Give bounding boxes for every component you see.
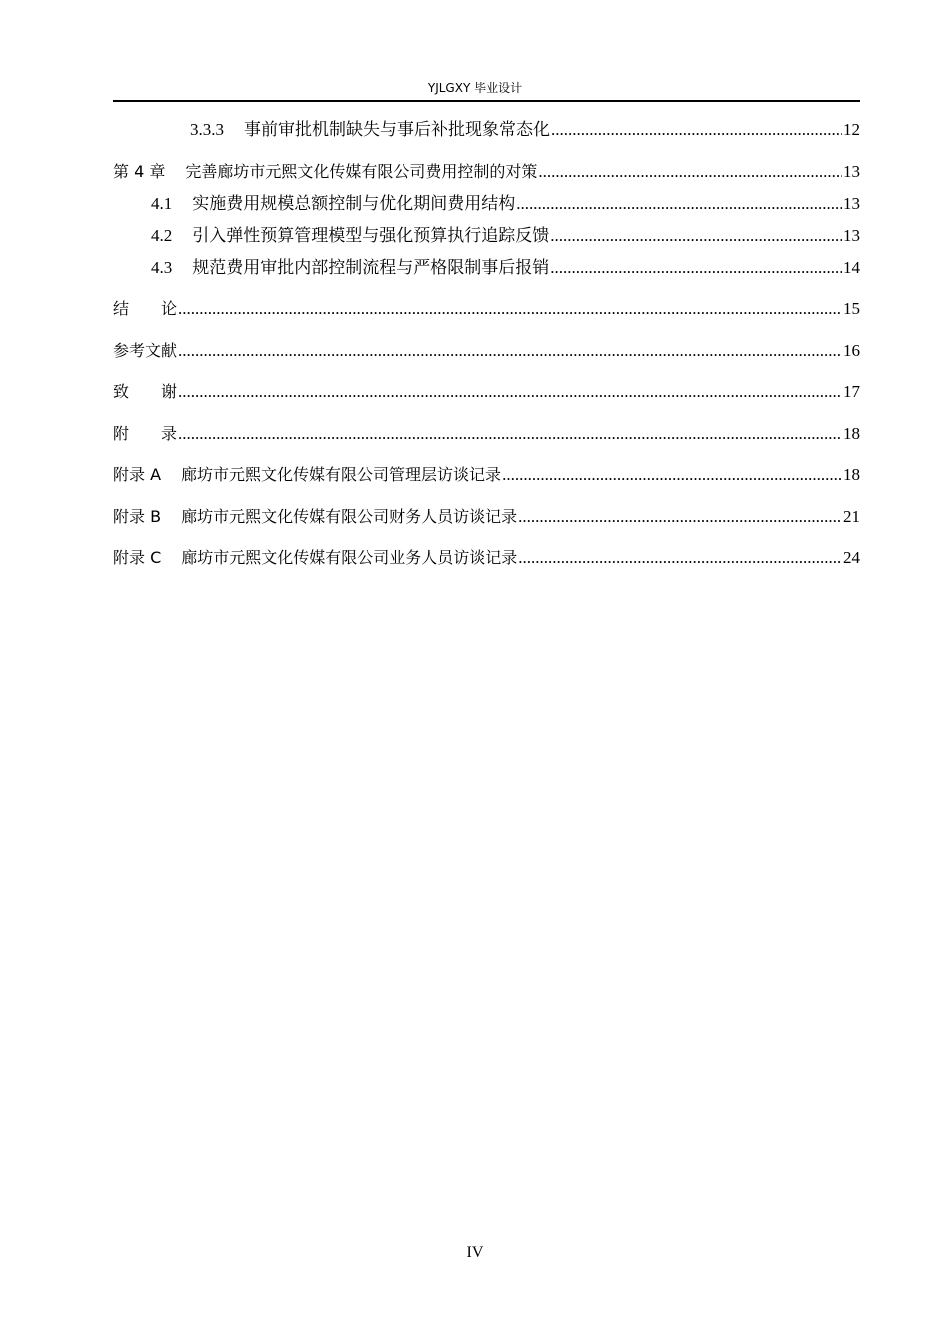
toc-entry-3-3-3[interactable] — [113, 118, 860, 142]
toc-entry-page: 14 — [843, 258, 860, 277]
toc-entry-page: 13 — [843, 194, 860, 213]
toc-entry-chapter-4[interactable] — [113, 160, 860, 184]
toc-entry-number: 附录 A — [113, 465, 162, 484]
toc-entry-appendix-b[interactable] — [113, 505, 860, 529]
toc-leader — [502, 463, 842, 487]
footer-page-number: IV — [466, 1244, 484, 1261]
toc-entry-page: 24 — [843, 548, 860, 567]
toc-entry-page: 18 — [843, 424, 860, 443]
toc-entry-title: 完善廊坊市元熙文化传媒有限公司费用控制的对策 — [185, 162, 538, 181]
toc-entry-conclusion[interactable] — [113, 297, 860, 321]
toc-entry-title: 结 论 — [113, 299, 178, 318]
page-header: YJLGXY 毕业设计 — [427, 81, 523, 95]
toc-entry-title: 实施费用规模总额控制与优化期间费用结构 — [192, 194, 516, 213]
toc-entry-page: 16 — [843, 341, 860, 360]
toc-entry-number: 附录 B — [113, 507, 162, 526]
toc-entry-page: 15 — [843, 299, 860, 318]
toc-entry-title: 致 谢 — [113, 382, 178, 401]
toc-leader — [550, 256, 842, 280]
header-rule — [113, 100, 860, 102]
toc-leader — [516, 192, 842, 216]
toc-entry-4-2[interactable] — [113, 224, 860, 248]
toc-leader — [178, 339, 842, 363]
toc-entry-title: 参考文献 — [113, 341, 178, 360]
toc-entry-references[interactable] — [113, 339, 860, 363]
toc-entry-title: 规范费用审批内部控制流程与严格限制事后报销 — [192, 258, 550, 277]
toc-entry-page: 13 — [843, 162, 860, 181]
toc-entry-number: 3.3.3 — [190, 120, 224, 139]
toc-leader — [178, 297, 842, 321]
toc-entry-appendix[interactable] — [113, 422, 860, 446]
toc-entry-4-3[interactable] — [113, 256, 860, 280]
toc-entry-appendix-a[interactable] — [113, 463, 860, 487]
toc-entry-page: 12 — [843, 120, 860, 139]
toc-entry-page: 13 — [843, 226, 860, 245]
toc-entry-title: 廊坊市元熙文化传媒有限公司管理层访谈记录 — [181, 465, 502, 484]
toc-leader — [550, 224, 842, 248]
toc-leader — [518, 546, 842, 570]
toc-leader — [538, 160, 842, 184]
toc-leader — [178, 380, 842, 404]
toc-entry-page: 18 — [843, 465, 860, 484]
toc-entry-4-1[interactable] — [113, 192, 860, 216]
toc-entry-appendix-c[interactable] — [113, 546, 860, 570]
toc-entry-acknowledgements[interactable] — [113, 380, 860, 404]
toc-entry-number: 附录 C — [113, 548, 162, 567]
toc-entry-title: 廊坊市元熙文化传媒有限公司财务人员访谈记录 — [181, 507, 518, 526]
toc-entry-page: 21 — [843, 507, 860, 526]
toc-entry-title: 附 录 — [113, 424, 178, 443]
toc-entry-page: 17 — [843, 382, 860, 401]
toc-entry-number: 4.3 — [151, 258, 173, 277]
toc-leader — [551, 118, 842, 142]
toc-leader — [178, 422, 842, 446]
toc-entry-title: 廊坊市元熙文化传媒有限公司业务人员访谈记录 — [181, 548, 518, 567]
toc-entry-title: 事前审批机制缺失与事后补批现象常态化 — [244, 120, 550, 139]
toc-leader — [518, 505, 842, 529]
toc-entry-number: 第 4 章 — [113, 162, 166, 181]
toc-entry-number: 4.1 — [151, 194, 173, 213]
toc-entry-number: 4.2 — [151, 226, 173, 245]
toc-entry-title: 引入弹性预算管理模型与强化预算执行追踪反馈 — [192, 226, 550, 245]
